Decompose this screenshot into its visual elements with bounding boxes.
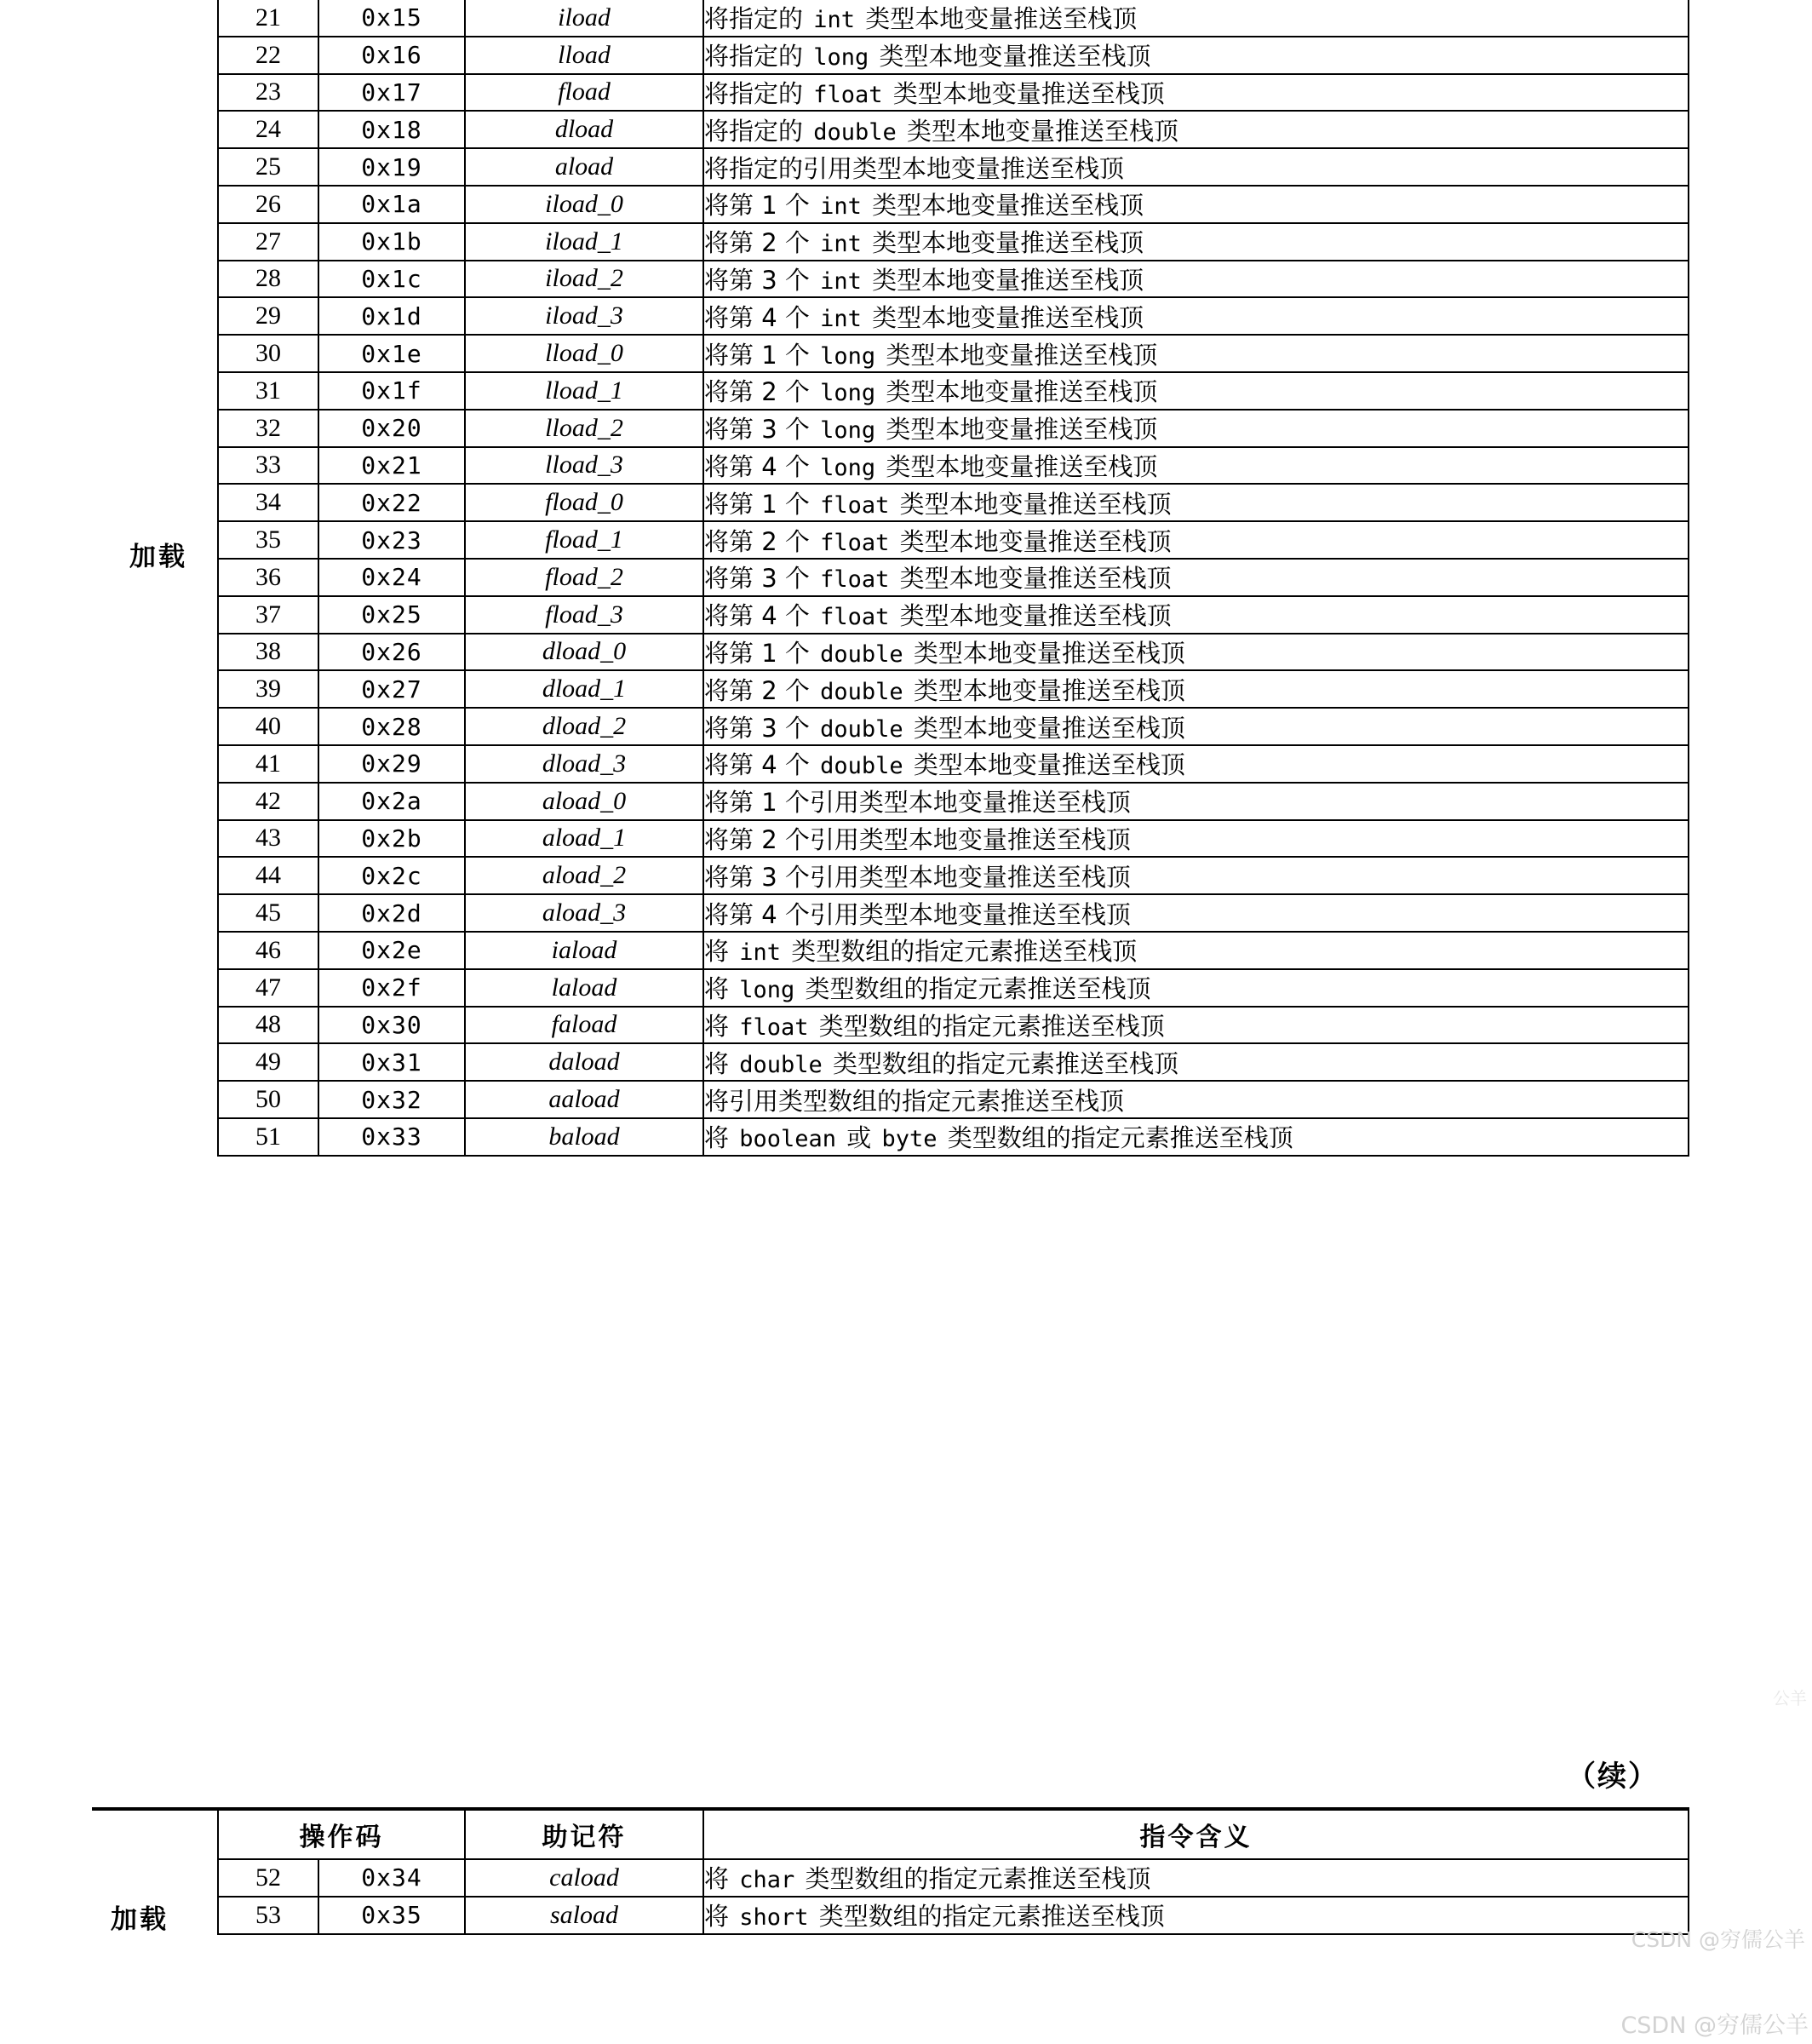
desc-text: 类型数组的指定元素推送至栈顶 [797, 1864, 1151, 1894]
cell-mnemonic: fload_3 [465, 596, 703, 634]
cell-meaning [703, 447, 1689, 485]
header-meaning: 指令含义 [703, 1809, 1689, 1859]
cell-opcode-hex: 0x1a [318, 186, 465, 223]
table-row [92, 1081, 1689, 1118]
desc-text: 类型数组的指定元素推送至栈顶 [824, 1048, 1178, 1078]
table-row [92, 670, 1689, 708]
bytecode-table-bottom [92, 1807, 1689, 1935]
desc-text: 类型数组的指定元素推送至栈顶 [811, 1011, 1165, 1041]
cell-meaning [703, 559, 1689, 596]
cell-meaning [703, 820, 1689, 858]
cell-opcode-hex: 0x16 [318, 37, 465, 74]
cell-index: 27 [218, 223, 318, 261]
cell-mnemonic: aaload [465, 1081, 703, 1118]
cell-opcode-hex: 0x31 [318, 1043, 465, 1081]
cell-index: 48 [218, 1007, 318, 1044]
cell-meaning [703, 634, 1689, 671]
header-opcode: 操作码 [218, 1809, 465, 1859]
cell-opcode-hex: 0x23 [318, 521, 465, 559]
cell-index: 41 [218, 745, 318, 783]
table-row [92, 447, 1689, 485]
desc-code-token: float [820, 566, 890, 594]
cell-mnemonic: baload [465, 1118, 703, 1156]
table-row [92, 1118, 1689, 1156]
desc-text: 类型本地变量推送至栈顶 [863, 191, 1144, 221]
desc-text: 将第 2 个 [704, 228, 818, 258]
cell-meaning [703, 372, 1689, 410]
desc-text: 将第 1 个 [704, 489, 818, 519]
desc-text: 类型本地变量推送至栈顶 [905, 713, 1185, 743]
bytecode-table-bottom-grid [92, 1807, 1689, 1935]
cell-mnemonic: lload_2 [465, 410, 703, 447]
cell-index: 28 [218, 261, 318, 298]
cell-mnemonic: iload_3 [465, 297, 703, 335]
cell-mnemonic: dload_0 [465, 634, 703, 671]
cell-meaning [703, 111, 1689, 148]
cell-opcode-hex: 0x24 [318, 559, 465, 596]
cell-opcode-hex: 0x26 [318, 634, 465, 671]
cell-mnemonic: aload_1 [465, 820, 703, 858]
cell-index: 30 [218, 335, 318, 372]
cell-opcode-hex: 0x34 [318, 1859, 465, 1897]
desc-code-token: boolean [739, 1126, 837, 1153]
desc-text: 类型本地变量推送至栈顶 [878, 377, 1158, 407]
cell-opcode-hex: 0x15 [318, 0, 465, 37]
cell-mnemonic: fload [465, 74, 703, 112]
cell-index: 43 [218, 820, 318, 858]
table-row [92, 932, 1689, 969]
table-row [92, 186, 1689, 223]
desc-code-token: double [813, 118, 897, 146]
cell-meaning [703, 335, 1689, 372]
table-row [92, 783, 1689, 820]
cell-index: 26 [218, 186, 318, 223]
desc-text: 将指定的 [704, 116, 811, 146]
cell-mnemonic: daload [465, 1043, 703, 1081]
cell-index: 46 [218, 932, 318, 969]
desc-text: 将 [704, 937, 737, 967]
desc-code-token: long [813, 44, 869, 72]
desc-text: 类型数组的指定元素推送至栈顶 [939, 1123, 1293, 1153]
desc-text: 将 [704, 1048, 737, 1078]
desc-code-token: float [820, 529, 890, 556]
desc-text: 类型本地变量推送至栈顶 [878, 415, 1158, 445]
cell-meaning [703, 1081, 1689, 1118]
table-row [92, 634, 1689, 671]
cell-mnemonic: iload_2 [465, 261, 703, 298]
table-row [92, 37, 1689, 74]
desc-text: 将第 2 个 [704, 377, 818, 407]
cell-meaning [703, 670, 1689, 708]
cell-mnemonic: aload_3 [465, 894, 703, 932]
table-row [92, 297, 1689, 335]
cell-opcode-hex: 0x18 [318, 111, 465, 148]
desc-code-token: int [739, 939, 781, 967]
cell-opcode-hex: 0x1f [318, 372, 465, 410]
cell-index: 45 [218, 894, 318, 932]
cell-meaning [703, 521, 1689, 559]
desc-code-token: int [820, 231, 862, 258]
desc-text: 将第 3 个 [704, 713, 818, 743]
table-row [92, 1859, 1689, 1897]
desc-text: 将指定的引用类型本地变量推送至栈顶 [704, 153, 1125, 183]
desc-text: 将第 4 个 [704, 302, 818, 332]
table-row [92, 335, 1689, 372]
cell-index: 23 [218, 74, 318, 112]
cell-opcode-hex: 0x20 [318, 410, 465, 447]
desc-text: 或 [839, 1123, 880, 1153]
cell-index: 37 [218, 596, 318, 634]
cell-mnemonic: iaload [465, 932, 703, 969]
table-row [92, 745, 1689, 783]
cell-opcode-hex: 0x19 [318, 148, 465, 186]
desc-code-token: short [739, 1904, 809, 1932]
desc-code-token: double [820, 715, 903, 743]
table-header-row [92, 1809, 1689, 1859]
cell-meaning [703, 37, 1689, 74]
desc-text: 将第 2 个引用类型本地变量推送至栈顶 [704, 824, 1131, 854]
desc-code-token: int [820, 267, 862, 295]
cell-meaning [703, 1007, 1689, 1044]
table-row [92, 521, 1689, 559]
table-row [92, 0, 1689, 37]
cell-mnemonic: lload_3 [465, 447, 703, 485]
desc-text: 将 [704, 1902, 737, 1932]
cell-opcode-hex: 0x30 [318, 1007, 465, 1044]
cell-mnemonic: caload [465, 1859, 703, 1897]
cell-mnemonic: lload_0 [465, 335, 703, 372]
desc-text: 类型本地变量推送至栈顶 [863, 265, 1144, 295]
table-row [92, 708, 1689, 745]
desc-code-token: int [813, 7, 855, 34]
cell-opcode-hex: 0x1e [318, 335, 465, 372]
desc-text: 类型本地变量推送至栈顶 [892, 564, 1172, 594]
table-row [92, 969, 1689, 1007]
cell-mnemonic: lload [465, 37, 703, 74]
cell-opcode-hex: 0x17 [318, 74, 465, 112]
desc-code-token: float [739, 1013, 809, 1041]
watermark-bottom: CSDN @穷儒公羊 [1620, 2012, 1809, 2039]
desc-text: 将 [704, 1011, 737, 1041]
table-row [92, 596, 1689, 634]
header-group-blank [92, 1809, 218, 1859]
table-row [92, 410, 1689, 447]
desc-text: 类型本地变量推送至栈顶 [892, 601, 1172, 631]
cell-meaning [703, 894, 1689, 932]
cell-index: 44 [218, 857, 318, 894]
table-row [92, 559, 1689, 596]
cell-opcode-hex: 0x21 [318, 447, 465, 485]
desc-code-token: int [820, 193, 862, 221]
cell-meaning [703, 186, 1689, 223]
desc-text: 将第 4 个 [704, 451, 818, 481]
table-row [92, 223, 1689, 261]
group-label-load-bottom: 加载 [111, 1904, 169, 1935]
cell-index: 22 [218, 37, 318, 74]
desc-text: 类型本地变量推送至栈顶 [892, 489, 1172, 519]
desc-text: 类型数组的指定元素推送至栈顶 [797, 974, 1151, 1004]
desc-text: 类型本地变量推送至栈顶 [863, 302, 1144, 332]
desc-text: 将第 4 个 [704, 750, 818, 780]
cell-mnemonic: iload [465, 0, 703, 37]
cell-meaning [703, 410, 1689, 447]
desc-text: 类型本地变量推送至栈顶 [892, 526, 1172, 556]
cell-mnemonic: laload [465, 969, 703, 1007]
desc-text: 将第 4 个 [704, 601, 818, 631]
cell-meaning [703, 484, 1689, 521]
cell-index: 47 [218, 969, 318, 1007]
cell-meaning [703, 261, 1689, 298]
desc-text: 类型数组的指定元素推送至栈顶 [811, 1902, 1165, 1932]
cell-opcode-hex: 0x28 [318, 708, 465, 745]
cell-mnemonic: dload_3 [465, 745, 703, 783]
cell-opcode-hex: 0x2a [318, 783, 465, 820]
cell-index: 40 [218, 708, 318, 745]
desc-code-token: byte [881, 1126, 938, 1153]
cell-opcode-hex: 0x25 [318, 596, 465, 634]
cell-opcode-hex: 0x35 [318, 1897, 465, 1934]
table-row [92, 74, 1689, 112]
cell-opcode-hex: 0x32 [318, 1081, 465, 1118]
cell-index: 24 [218, 111, 318, 148]
cell-meaning [703, 969, 1689, 1007]
cell-index: 49 [218, 1043, 318, 1081]
desc-text: 类型本地变量推送至栈顶 [905, 638, 1185, 668]
desc-text: 类型本地变量推送至栈顶 [871, 42, 1151, 72]
group-cell-load [92, 0, 218, 1156]
cell-index: 36 [218, 559, 318, 596]
table-row [92, 148, 1689, 186]
desc-text: 将指定的 [704, 78, 811, 108]
cell-meaning [703, 297, 1689, 335]
cell-mnemonic: iload_1 [465, 223, 703, 261]
cell-index: 32 [218, 410, 318, 447]
cell-opcode-hex: 0x22 [318, 484, 465, 521]
cell-mnemonic: fload_1 [465, 521, 703, 559]
cell-index: 52 [218, 1859, 318, 1897]
desc-text: 将第 3 个 [704, 265, 818, 295]
desc-text: 将第 3 个 [704, 415, 818, 445]
cell-opcode-hex: 0x27 [318, 670, 465, 708]
header-mnemonic: 助记符 [465, 1809, 703, 1859]
desc-code-token: double [739, 1051, 823, 1078]
table-row [92, 857, 1689, 894]
cell-meaning [703, 0, 1689, 37]
cell-meaning [703, 932, 1689, 969]
cell-meaning [703, 1043, 1689, 1081]
desc-text: 类型本地变量推送至栈顶 [878, 340, 1158, 370]
desc-text: 将第 3 个 [704, 564, 818, 594]
table-row [92, 372, 1689, 410]
desc-text: 将第 4 个引用类型本地变量推送至栈顶 [704, 899, 1131, 929]
cell-index: 53 [218, 1897, 318, 1934]
cell-index: 38 [218, 634, 318, 671]
desc-text: 类型数组的指定元素推送至栈顶 [783, 937, 1138, 967]
cell-index: 25 [218, 148, 318, 186]
desc-code-token: char [739, 1867, 795, 1894]
cell-mnemonic: faload [465, 1007, 703, 1044]
group-label-load-top: 加载 [129, 542, 187, 572]
desc-code-token: long [820, 454, 876, 481]
table-row [92, 111, 1689, 148]
desc-code-token: float [820, 604, 890, 631]
cell-meaning [703, 1859, 1689, 1897]
table-row [92, 1897, 1689, 1934]
cell-opcode-hex: 0x1d [318, 297, 465, 335]
desc-text: 类型本地变量推送至栈顶 [857, 4, 1138, 34]
cell-index: 42 [218, 783, 318, 820]
cell-meaning [703, 857, 1689, 894]
desc-text: 类型本地变量推送至栈顶 [905, 750, 1185, 780]
desc-text: 将指定的 [704, 4, 811, 34]
desc-text: 将引用类型数组的指定元素推送至栈顶 [704, 1086, 1125, 1116]
desc-code-token: int [820, 305, 862, 332]
desc-text: 将第 3 个引用类型本地变量推送至栈顶 [704, 862, 1131, 892]
desc-text: 类型本地变量推送至栈顶 [905, 675, 1185, 705]
table-row [92, 1043, 1689, 1081]
desc-text: 将指定的 [704, 42, 811, 72]
cell-opcode-hex: 0x2e [318, 932, 465, 969]
cell-index: 34 [218, 484, 318, 521]
cell-index: 35 [218, 521, 318, 559]
desc-text: 将第 1 个 [704, 638, 818, 668]
cell-meaning [703, 148, 1689, 186]
cell-opcode-hex: 0x2d [318, 894, 465, 932]
cell-opcode-hex: 0x1c [318, 261, 465, 298]
desc-text: 类型本地变量推送至栈顶 [863, 228, 1144, 258]
cell-meaning [703, 596, 1689, 634]
desc-text: 将第 1 个 [704, 191, 818, 221]
desc-code-token: double [820, 678, 903, 705]
desc-text: 类型本地变量推送至栈顶 [898, 116, 1178, 146]
desc-code-token: long [820, 380, 876, 407]
watermark-middle: CSDN @穷儒公羊 [1631, 1927, 1805, 1952]
cell-meaning [703, 1897, 1689, 1934]
cell-opcode-hex: 0x1b [318, 223, 465, 261]
desc-text: 将第 2 个 [704, 526, 818, 556]
cell-meaning [703, 745, 1689, 783]
desc-code-token: long [739, 977, 795, 1004]
desc-code-token: float [813, 81, 883, 108]
desc-text: 将 [704, 974, 737, 1004]
cell-mnemonic: aload_2 [465, 857, 703, 894]
cell-mnemonic: dload_2 [465, 708, 703, 745]
cell-opcode-hex: 0x2c [318, 857, 465, 894]
desc-text: 将 [704, 1864, 737, 1894]
continuation-marker: （续） [1567, 1760, 1659, 1794]
cell-meaning [703, 708, 1689, 745]
cell-mnemonic: iload_0 [465, 186, 703, 223]
table-row [92, 820, 1689, 858]
cell-index: 33 [218, 447, 318, 485]
table-row [92, 484, 1689, 521]
cell-meaning [703, 783, 1689, 820]
desc-code-token: float [820, 491, 890, 519]
desc-text: 类型本地变量推送至栈顶 [885, 78, 1165, 108]
bytecode-table-top [92, 0, 1689, 1157]
cell-opcode-hex: 0x2b [318, 820, 465, 858]
desc-text: 将第 1 个 [704, 340, 818, 370]
cell-meaning [703, 223, 1689, 261]
cell-mnemonic: saload [465, 1897, 703, 1934]
cell-mnemonic: dload [465, 111, 703, 148]
cell-index: 29 [218, 297, 318, 335]
cell-index: 51 [218, 1118, 318, 1156]
cell-index: 39 [218, 670, 318, 708]
cell-index: 21 [218, 0, 318, 37]
table-row [92, 261, 1689, 298]
desc-text: 将第 1 个引用类型本地变量推送至栈顶 [704, 788, 1131, 818]
cell-mnemonic: fload_2 [465, 559, 703, 596]
cell-mnemonic: aload_0 [465, 783, 703, 820]
desc-text: 将 [704, 1123, 737, 1153]
cell-mnemonic: fload_0 [465, 484, 703, 521]
cell-index: 50 [218, 1081, 318, 1118]
cell-index: 31 [218, 372, 318, 410]
cell-mnemonic: lload_1 [465, 372, 703, 410]
desc-text: 将第 2 个 [704, 675, 818, 705]
cell-mnemonic: dload_1 [465, 670, 703, 708]
watermark-right-faint: 公羊 [1773, 1688, 1807, 1708]
table-row [92, 894, 1689, 932]
desc-code-token: double [820, 640, 903, 668]
cell-meaning [703, 74, 1689, 112]
cell-mnemonic: aload [465, 148, 703, 186]
table-row [92, 1007, 1689, 1044]
cell-opcode-hex: 0x29 [318, 745, 465, 783]
bytecode-table-top-grid [92, 0, 1689, 1157]
desc-code-token: long [820, 417, 876, 445]
cell-meaning [703, 1118, 1689, 1156]
desc-text: 类型本地变量推送至栈顶 [878, 451, 1158, 481]
cell-opcode-hex: 0x33 [318, 1118, 465, 1156]
desc-code-token: long [820, 342, 876, 370]
desc-code-token: double [820, 753, 903, 780]
cell-opcode-hex: 0x2f [318, 969, 465, 1007]
